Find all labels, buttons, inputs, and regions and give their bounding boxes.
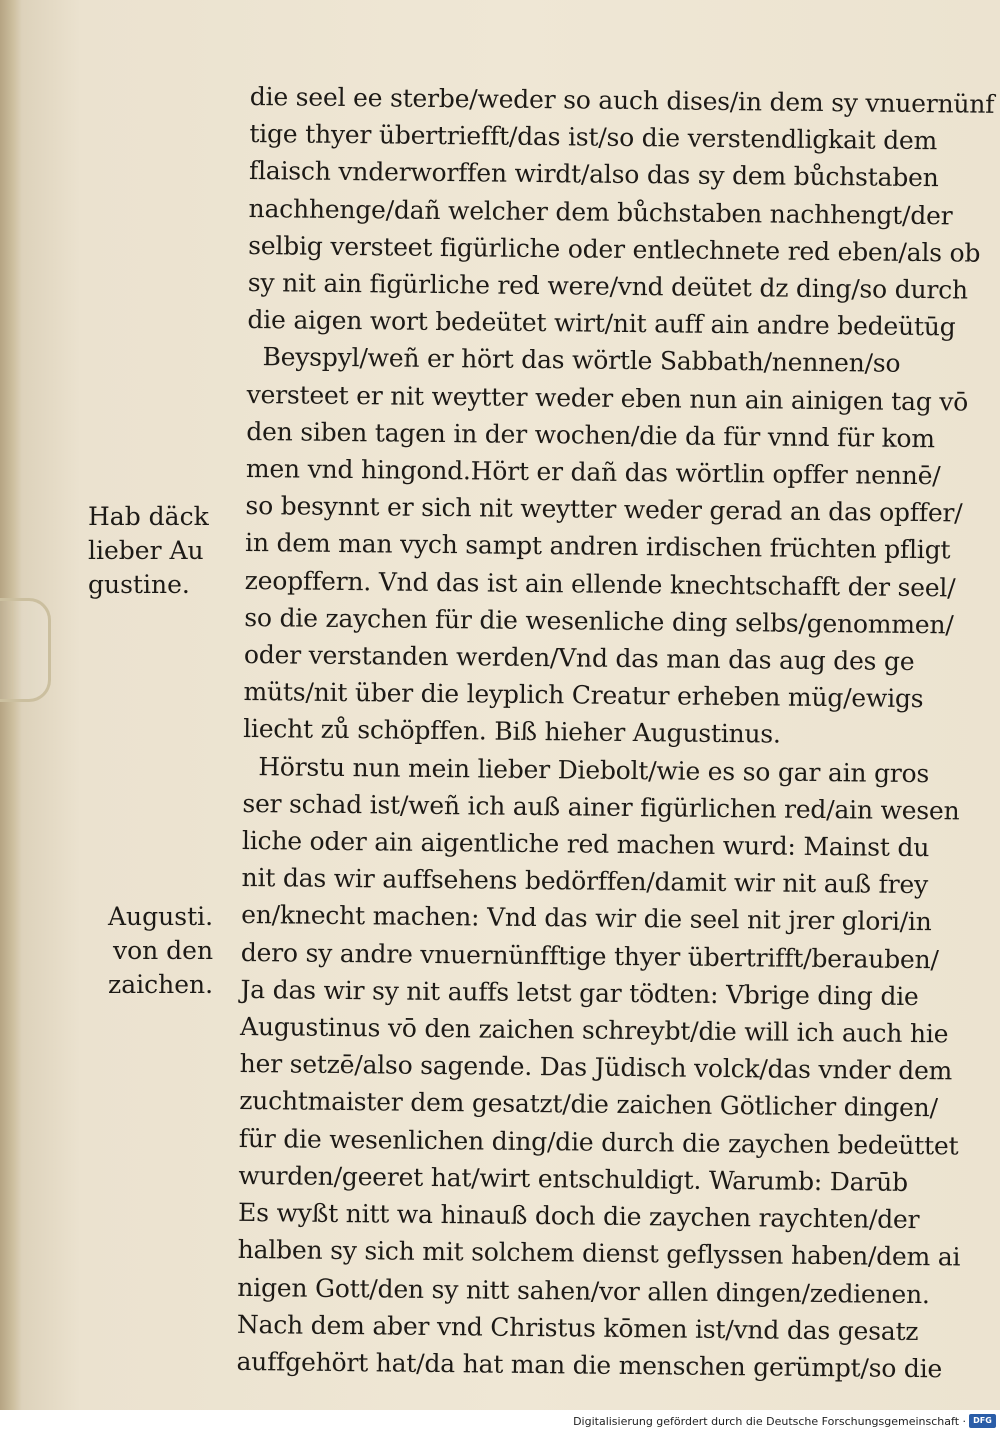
margin-note-1: Hab däck lieber Au gustine. <box>88 502 209 599</box>
page-clip <box>0 598 51 702</box>
book-gutter <box>0 0 22 1410</box>
margin-note-2: Augusti. von den zaichen. <box>108 902 214 999</box>
book-page <box>22 0 1000 1410</box>
main-text-block: die seel ee sterbe/weder so auch dises/in dem sy vnuernünf tige thyer übertriefft/das ist/so die verstendligkait dem flaisch vnderworffen wirdt/also das sy dem bůchstaben nachhenge/dañ welcher dem bůchstaben nachhengt/der selbig versteet figürliche oder entlechnete red eben/als ob sy nit ain figürliche red were/vnd deütet dz ding/so durch die aigen wort bedeütet wirt/nit auff ain andre bedeütūg Beyspyl/weñ er hört das wörtle Sabbath/nennen/so versteet er nit weytter weder eben nun ain ainigen tag vō den siben tagen in der wochen/die da für vnnd für kom men vnd hingond.Hört er dañ das wörtlin opffer nennē/ so besynnt er sich nit weytter weder gerad an das opffer/ in dem man vych sampt andren irdischen früchten pfligt zeopffern. Vnd das ist ain ellende knechtschafft der seel/ so die zaychen für die wesenliche ding selbs/genommen/ oder verstanden werden/Vnd das man das aug des ge müts/nit über die leyplich Creatur erheben müg/ewigs liecht zů schöpffen. Biß hieher Augustinus. Hörstu nun mein lieber Diebolt/wie es so gar ain gros ser schad ist/weñ ich auß ainer figürlichen red/ain wesen liche oder ain aigentliche red machen wurd: Mainst du nit das wir auffsehens bedörffen/damit wir nit auß frey en/knecht machen: Vnd das wir die seel nit jrer glori/in dero sy andre vnuernünfftige thyer übertrifft/berauben/ Ja das wir sy nit auffs letst gar tödten: Vbrige ding die Augustinus vō den zaichen schreybt/die will ich auch hie her setzē/also sagende. Das Jüdisch volck/das vnder dem zuchtmaister dem gesatzt/die zaichen Götlicher dingen/ für die wesenlichen ding/die durch die zaychen bedeüttet wurden/geeret hat/wirt entschuldigt. Warumb: Darūb Es wyßt nitt wa hinauß doch die zaychen raychten/der halben sy sich mit solchem dienst geflyssen haben/dem ai nigen Gott/den sy nitt sahen/vor allen dingen/zedienen. Nach dem aber vnd Christus kōmen ist/vnd das gesatz auffgehört hat/da hat man die menschen gerümpt/so die <box>236 81 995 1384</box>
footer-credit: Digitalisierung gefördert durch die Deutsche Forschungsgemeinschaft · <box>573 1415 966 1428</box>
digitization-footer <box>0 1410 1000 1433</box>
dfg-logo-icon: DFG <box>969 1414 996 1428</box>
